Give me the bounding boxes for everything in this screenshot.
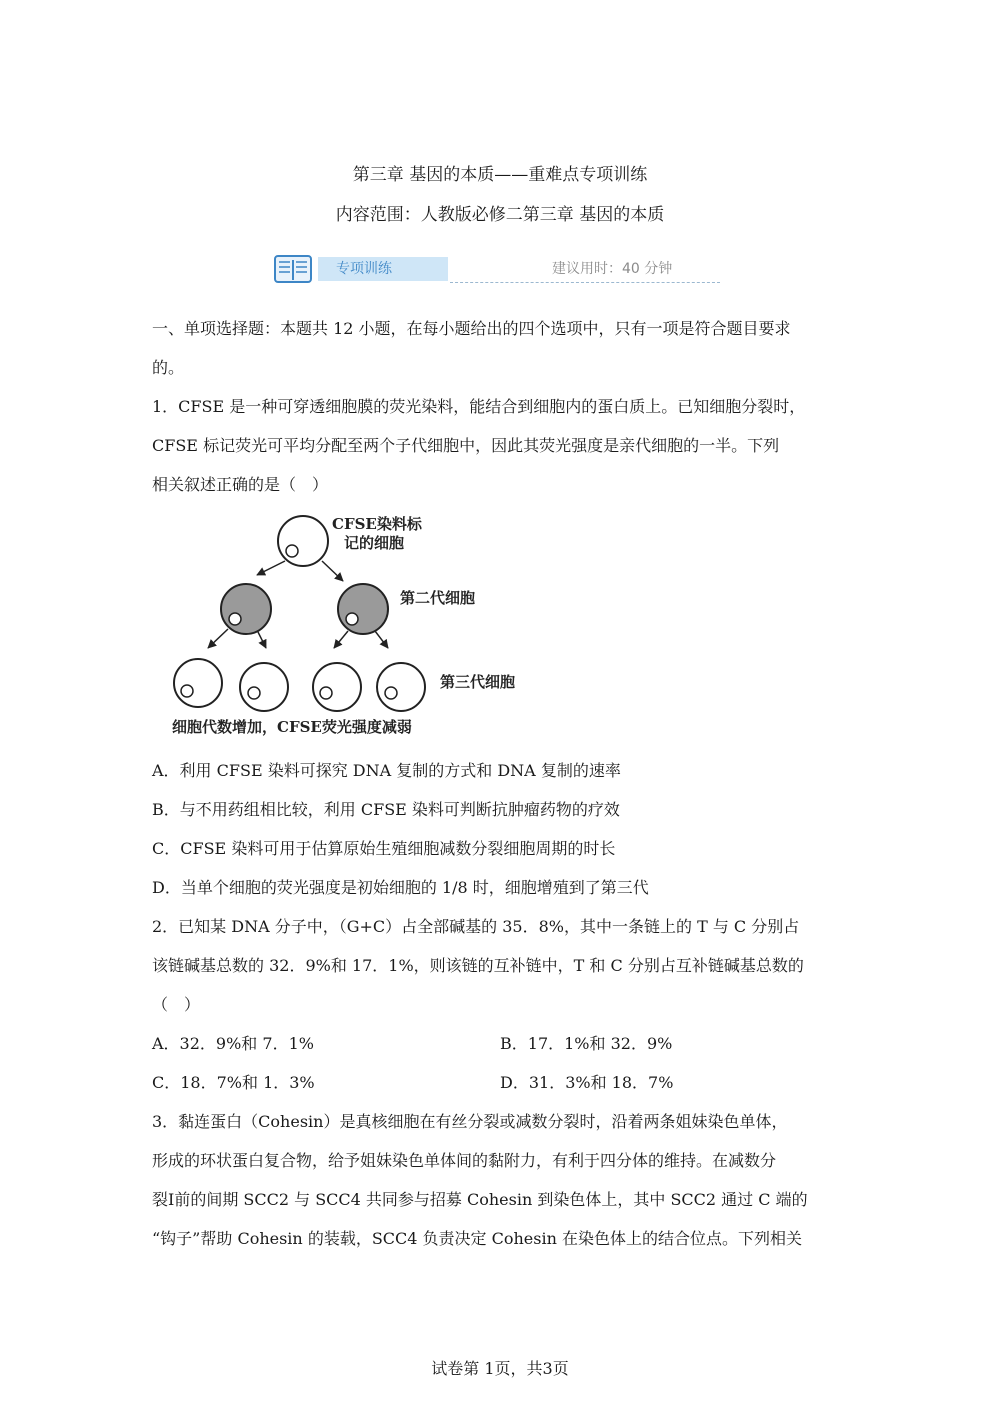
cfse-cell-division-figure — [160, 505, 560, 745]
q2-option-a: A．32．9%和 7．1% — [152, 1034, 314, 1053]
gen2-cell-left — [221, 584, 271, 634]
content-scope: 内容范围：人教版必修二第三章 基因的本质 — [335, 205, 665, 225]
q2-option-b: B．17．1%和 32．9% — [500, 1034, 673, 1053]
arrow — [258, 632, 266, 648]
q1-option-b: B．与不用药组相比较，利用 CFSE 染料可判断抗肿瘤药物的疗效 — [152, 800, 620, 819]
q1-stem-line3: 相关叙述正确的是（ ） — [152, 475, 329, 494]
parent-cell — [278, 516, 328, 566]
arrow — [375, 631, 388, 648]
book-icon — [272, 252, 316, 286]
label-cfse-cell-2: 记的细胞 — [344, 534, 405, 552]
q1-option-d: D．当单个细胞的荧光强度是初始细胞的 1/8 时，细胞增殖到了第三代 — [152, 878, 649, 897]
arrow — [208, 629, 228, 648]
gen3-cell-1 — [174, 659, 222, 707]
arrow — [334, 631, 348, 648]
q1-stem-line1: 1．CFSE 是一种可穿透细胞膜的荧光染料，能结合到细胞内的蛋白质上。已知细胞分裂时， — [152, 397, 806, 416]
page-footer: 试卷第 1页，共3页 — [431, 1359, 569, 1378]
arrow — [257, 561, 285, 575]
q3-stem-line4: “钩子”帮助 Cohesin 的装载，SCC4 负责决定 Cohesin 在染色体上的结合位点。下列相关 — [152, 1229, 802, 1248]
q1-option-c: C．CFSE 染料可用于估算原始生殖细胞减数分裂细胞周期的时长 — [152, 839, 616, 858]
section-heading-cont: 的。 — [152, 358, 185, 377]
q1-stem-line2: CFSE 标记荧光可平均分配至两个子代细胞中，因此其荧光强度是亲代细胞的一半。下列 — [152, 436, 780, 455]
banner-divider — [450, 282, 720, 283]
label-gen2: 第二代细胞 — [400, 589, 476, 607]
q3-stem-line2: 形成的环状蛋白复合物，给予姐妹染色单体间的黏附力，有利于四分体的维持。在减数分 — [152, 1151, 777, 1170]
gen2-cell-right — [338, 584, 388, 634]
q2-option-d: D．31．3%和 18．7% — [500, 1073, 674, 1092]
banner-tab: 专项训练 — [318, 257, 448, 281]
gen3-cell-2 — [240, 663, 288, 711]
suggested-time: 建议用时：40 分钟 — [552, 261, 673, 277]
gen3-cell-3 — [313, 663, 361, 711]
gen3-cell-4 — [377, 663, 425, 711]
arrow — [322, 561, 343, 581]
label-cfse-cell-1: CFSE染料标 — [332, 515, 422, 533]
q2-stem-line2: 该链碱基总数的 32．9%和 17．1%，则该链的互补链中，T 和 C 分别占互补链碱基总数的 — [152, 956, 804, 975]
section-heading: 一、单项选择题：本题共 12 小题，在每小题给出的四个选项中，只有一项是符合题目要求 — [152, 319, 791, 338]
document-title: 第三章 基因的本质——重难点专项训练 — [352, 165, 648, 185]
q2-option-c: C．18．7%和 1．3% — [152, 1073, 315, 1092]
q3-stem-line3: 裂Ⅰ前的间期 SCC2 与 SCC4 共同参与招募 Cohesin 到染色体上，其中 SCC2 通过 C 端的 — [152, 1190, 808, 1209]
training-banner — [272, 252, 722, 286]
q3-stem-line1: 3．黏连蛋白（Cohesin）是真核细胞在有丝分裂或减数分裂时，沿着两条姐妹染色单体， — [152, 1112, 788, 1131]
q1-option-a: A．利用 CFSE 染料可探究 DNA 复制的方式和 DNA 复制的速率 — [152, 761, 621, 780]
figure-caption: 细胞代数增加，CFSE荧光强度减弱 — [172, 718, 412, 736]
label-gen3: 第三代细胞 — [440, 673, 516, 691]
q2-stem-line3: （ ） — [152, 995, 201, 1014]
q2-stem-line1: 2．已知某 DNA 分子中，（G+C）占全部碱基的 35．8%，其中一条链上的 T 与 C 分别占 — [152, 917, 800, 936]
